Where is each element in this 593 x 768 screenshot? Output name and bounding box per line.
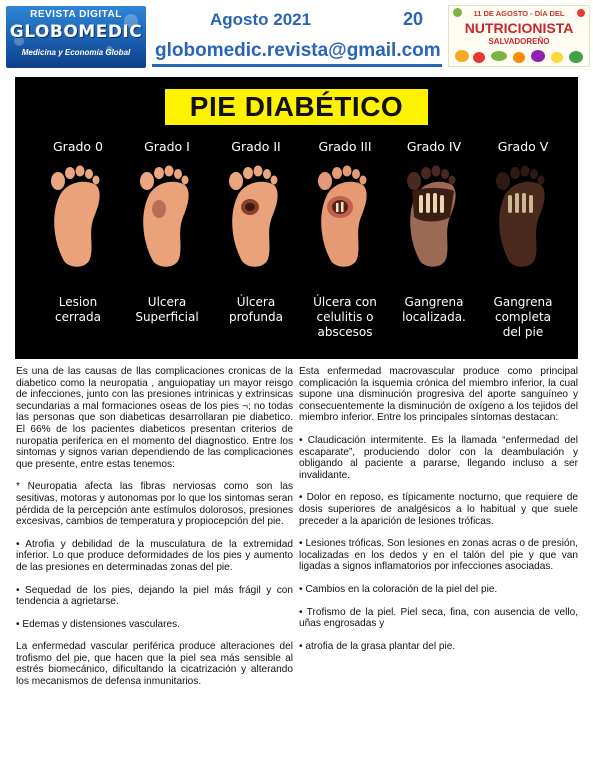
grade-3-stage <box>299 77 391 359</box>
fruit-icon <box>513 52 525 63</box>
grade-0-stage <box>32 77 124 359</box>
contact-email: globomedic.revista@gmail.com <box>155 40 441 61</box>
foot-sole-grade-0-illustration <box>46 161 110 269</box>
logo-name: GLOBOMEDIC <box>9 22 143 42</box>
article-paragraph: • Lesiones tróficas. Son lesiones en zonas acras o de presión, localizadas en los dedos y en el talón del pie y que van ligadas a signos inflamatorios por infecciones asociadas. <box>299 538 578 573</box>
foot-sole-grade-2-illustration <box>224 161 288 269</box>
article-paragraph: • Claudicación intermitente. Es la llamada “enfermedad del escaparate”, produciendo dolor con la deambulación y obligando al paciente a pararse, llegando incluso a ser invalidante. <box>299 434 578 481</box>
grade-description: Gangrena localizada. <box>402 295 466 324</box>
foot-sole-grade-1-illustration <box>135 161 199 269</box>
fruit-icon <box>531 50 545 62</box>
header-divider <box>152 64 442 67</box>
grade-label: Grado V <box>497 139 549 154</box>
banner-title: NUTRICIONISTA <box>464 20 574 36</box>
article-paragraph: Es una de las causas de llas complicaciones cronicas de la diabetico como la neuropatia , anguiopatiay un mayor reisgo de infecciones, junto con las presiones intrinicas y extrinsicas secundarias a mal formaciones oseas de los pies ¬; no todas las personas que son diabeticas desarrollaran pie diabetico. El 66% de los pacientes diabeticos presentan criterios de nuropatia periferica en el momento del diagnostico. Entre los sintomas y signos varian dependiendo de las complicaciones que presente, entre estas tenemos: <box>16 366 293 470</box>
article-paragraph: • Cambios en la coloración de la piel del pie. <box>299 583 498 595</box>
grade-label: Grado II <box>231 139 281 154</box>
fruit-icon <box>455 50 469 62</box>
fruit-icon <box>491 51 507 61</box>
article-paragraph: • Sequedad de los pies, dejando la piel más frágil y con tendencia a agrietarse. <box>16 584 293 608</box>
article-paragraph: Esta enfermedad macrovascular produce como principal complicación la isquemia crónica del miembro inferior, la cual supone una disminución progresiva del aporte sanguíneo y consecuentemente la disminución de oxígeno a los tejidos del miembro inferior. Entre los principales síntomas destacan: <box>299 366 578 424</box>
article-paragraph: • Edemas y distensiones vasculares. <box>16 618 180 630</box>
grade-1-stage <box>121 77 213 359</box>
grade-4-stage <box>388 77 480 359</box>
grade-5-stage <box>477 77 569 359</box>
nutritionist-day-banner <box>448 5 590 67</box>
article-right-column <box>299 366 578 663</box>
grade-description: Ulcera Superficial <box>135 295 199 324</box>
article-left-column <box>16 366 293 699</box>
foot-sole-grade-3-illustration <box>313 161 377 269</box>
grade-label: Grado I <box>144 139 190 154</box>
foot-sole-grade-5-illustration <box>491 161 555 269</box>
logo-top-text: REVISTA DIGITAL <box>30 9 122 20</box>
grade-label: Grado IV <box>406 139 462 154</box>
article-paragraph: La enfermedad vascular periférica produce alteraciones del trofismo del pie, que hacen que la piel sea más sensible al estrés biomecánico, dificultando la cicatrización y alterando los mecanismos de defensa inmunitarios. <box>16 641 293 688</box>
article-paragraph: • Trofismo de la piel. Piel seca, fina, con ausencia de vello, uñas engrosadas y <box>299 606 578 630</box>
fruit-icon <box>473 52 485 63</box>
article-paragraph: • Atrofia y debilidad de la musculatura de la extremidad inferior. Lo que produce deformidades de los pies y aumento de las presiones en determinadas zonas del pie. <box>16 538 293 573</box>
grade-2-stage <box>210 77 302 359</box>
fruit-icon <box>551 52 563 63</box>
grade-label: Grado 0 <box>53 139 103 154</box>
logo-tagline: Medicina y Economía Global <box>21 48 131 57</box>
article-paragraph: • atrofia de la grasa plantar del pie. <box>299 640 456 652</box>
banner-country: SALVADOREÑO <box>488 37 550 46</box>
fruit-icon <box>569 51 583 63</box>
globomedic-logo <box>6 6 146 68</box>
article-paragraph: * Neuropatia afecta las fibras nerviosas como son las sesitivas, motoras y autonomas por lo que los sintomas seran pérdida de la percepción ante estímulos dolorosos, presiones excesivas, cambios de temperatura y propiocepción del pie. <box>16 481 293 528</box>
banner-date: 11 DE AGOSTO - DÍA DEL <box>473 9 565 18</box>
grade-description: Lesion cerrada <box>55 295 101 324</box>
issue-date: Agosto 2021 <box>210 10 312 29</box>
article-paragraph: • Dolor en reposo, es típicamente nocturno, que requiere de dosis superiores de analgésicos a lo habitual y que suele preceder a la aparición de lesiones tróficas. <box>299 492 578 527</box>
issue-number: 20 <box>403 9 424 29</box>
page-header <box>0 0 593 72</box>
grade-description: Úlcera profunda <box>228 295 284 324</box>
grade-description: Gangrena completa del pie <box>493 295 553 339</box>
diabetic-foot-infographic <box>15 77 578 359</box>
infographic-title: PIE DIABÉTICO <box>165 89 428 125</box>
foot-sole-grade-4-illustration <box>402 161 466 269</box>
grade-description: Úlcera con celulitis o abscesos <box>313 295 377 339</box>
grade-label: Grado III <box>318 139 372 154</box>
